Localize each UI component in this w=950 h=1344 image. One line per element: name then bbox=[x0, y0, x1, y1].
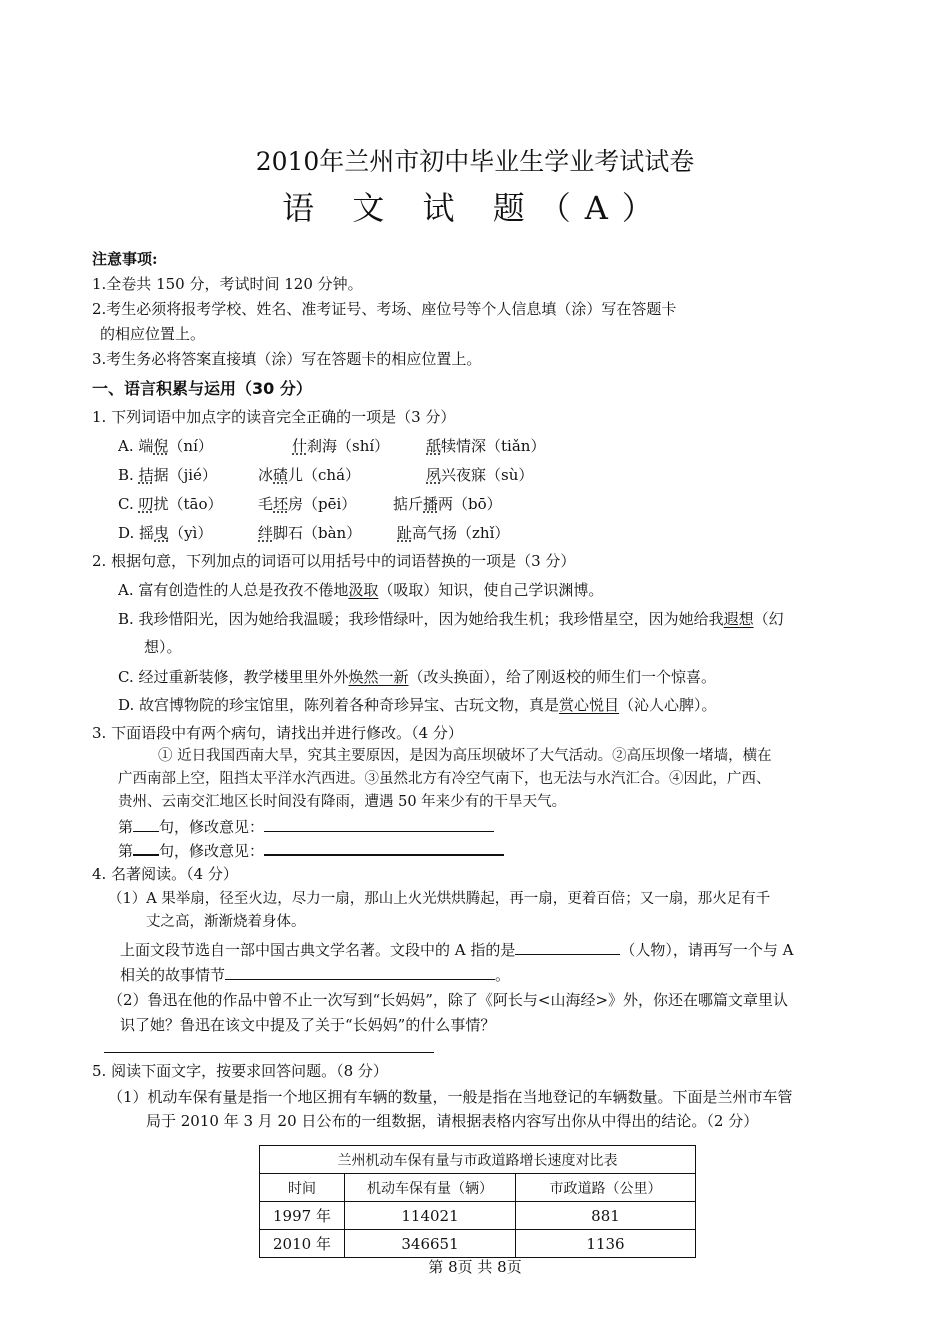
passage-line: 丈之高，渐渐烧着身体。 bbox=[146, 914, 306, 930]
option-c-word3: 掂斤播两（bō） bbox=[393, 495, 502, 513]
notice-heading: 注意事项: bbox=[92, 250, 158, 268]
exam-title: 2010年兰州市初中毕业生学业考试试卷 bbox=[255, 147, 695, 176]
notice-item: 1.全卷共 150 分，考试时间 120 分钟。 bbox=[92, 275, 363, 293]
option-b-cont: 想）。 bbox=[144, 638, 182, 656]
answer-line-1: 第 句，修改意见： bbox=[118, 817, 494, 837]
question-text: 相关的故事情节 。 bbox=[120, 966, 511, 984]
option-a: A. 富有创造性的人总是孜孜不倦地汲取（吸取）知识，使自己学识渊博。 bbox=[118, 581, 604, 599]
option-a-word3: 舐犊情深（tiǎn） bbox=[426, 437, 546, 455]
table-header: 机动车保有量（辆） bbox=[345, 1174, 516, 1202]
question-stem: 1. 下列词语中加点字的读音完全正确的一项是（3 分） bbox=[92, 408, 456, 426]
option-c-word2: 毛坯房（pēi） bbox=[258, 495, 357, 513]
question-text: （2）鲁迅在他的作品中曾不止一次写到“长妈妈”，除了《阿长与<山海经>》外，你还在哪篇文章里认 bbox=[108, 991, 789, 1009]
table-cell: 346651 bbox=[345, 1230, 516, 1258]
question-stem: 4. 名著阅读。（4 分） bbox=[92, 865, 238, 883]
option-a-word2: 什刹海（shí） bbox=[292, 437, 390, 455]
passage-line: （1）A 果举扇，径至火边，尽力一扇，那山上火光烘烘腾起，再一扇，更着百倍；又一扇，那火足有千 bbox=[108, 891, 771, 907]
table-header: 时间 bbox=[260, 1174, 345, 1202]
answer-line-2: 第 句，修改意见： bbox=[118, 840, 504, 861]
question-stem: 3. 下面语段中有两个病句，请找出并进行修改。（4 分） bbox=[92, 724, 463, 742]
option-d: D. 故宫博物院的珍宝馆里，陈列着各种奇珍异宝、古玩文物，真是赏心悦目（沁人心脾）。 bbox=[118, 696, 717, 714]
passage-line: ① 近日我国西南大旱，究其主要原因，是因为高压坝破坏了大气活动。②高压坝像一堵墙，横在 bbox=[158, 748, 772, 764]
option-c: C. 叨扰（tāo） bbox=[118, 495, 223, 513]
option-d-word2: 绊脚石（bàn） bbox=[258, 524, 362, 542]
table-cell: 881 bbox=[516, 1202, 696, 1230]
option-a: A. 端倪（ní） bbox=[118, 437, 213, 455]
notice-item: 的相应位置上。 bbox=[100, 325, 206, 343]
option-b-word2: 冰碴儿（chá） bbox=[258, 466, 361, 484]
option-b-word3: 夙兴夜寐（sù） bbox=[426, 466, 534, 484]
section-heading: 一、语言积累与运用（30 分） bbox=[92, 379, 312, 398]
option-c: C. 经过重新装修，教学楼里里外外焕然一新（改头换面），给了刚返校的师生们一个惊喜。 bbox=[118, 668, 717, 686]
option-b: B. 拮据（jié） bbox=[118, 466, 217, 484]
question-stem: 2. 根据句意，下列加点的词语可以用括号中的词语替换的一项是（3 分） bbox=[92, 552, 576, 570]
table-caption: 兰州机动车保有量与市政道路增长速度对比表 bbox=[260, 1146, 696, 1174]
page-footer: 第 8页 共 8页 bbox=[428, 1258, 522, 1276]
option-d: D. 摇曳（yì） bbox=[118, 524, 213, 542]
exam-subtitle: 语 文 试 题（A） bbox=[282, 189, 668, 227]
table-cell: 1136 bbox=[516, 1230, 696, 1258]
table-cell: 1997 年 bbox=[260, 1202, 345, 1230]
table-header: 市政道路（公里） bbox=[516, 1174, 696, 1202]
question-text: 上面文段节选自一部中国古典文学名著。文段中的 A 指的是 （人物），请再写一个与 A bbox=[120, 941, 794, 959]
question-text: 识了她？鲁迅在该文中提及了关于“长妈妈”的什么事情？ bbox=[120, 1016, 496, 1034]
question-stem: 5. 阅读下面文字，按要求回答问题。（8 分） bbox=[92, 1062, 388, 1080]
table-cell: 114021 bbox=[345, 1202, 516, 1230]
option-b: B. 我珍惜阳光，因为她给我温暖；我珍惜绿叶，因为她给我生机；我珍惜星空，因为她给我遐想（幻 bbox=[118, 610, 784, 628]
question-text: 局于 2010 年 3 月 20 日公布的一组数据，请根据表格内容写出你从中得出的结论。（2 分） bbox=[146, 1112, 759, 1130]
question-text: （1）机动车保有量是指一个地区拥有车辆的数量，一般是指在当地登记的车辆数量。下面是兰州市车管 bbox=[108, 1088, 793, 1106]
notice-item: 3.考生务必将答案直接填（涂）写在答题卡的相应位置上。 bbox=[92, 350, 482, 368]
answer-line bbox=[104, 1052, 434, 1053]
passage-line: 广西南部上空，阻挡太平洋水汽西进。③虽然北方有冷空气南下，也无法与水汽汇合。④因此，广西、 bbox=[118, 771, 771, 787]
option-d-word3: 趾高气扬（zhǐ） bbox=[397, 524, 510, 542]
notice-item: 2.考生必须将报考学校、姓名、准考证号、考场、座位号等个人信息填（涂）写在答题卡 bbox=[92, 300, 677, 318]
passage-line: 贵州、云南交汇地区长时间没有降雨，遭遇 50 年来少有的干旱天气。 bbox=[118, 794, 567, 810]
table-cell: 2010 年 bbox=[260, 1230, 345, 1258]
data-table bbox=[259, 1145, 696, 1258]
